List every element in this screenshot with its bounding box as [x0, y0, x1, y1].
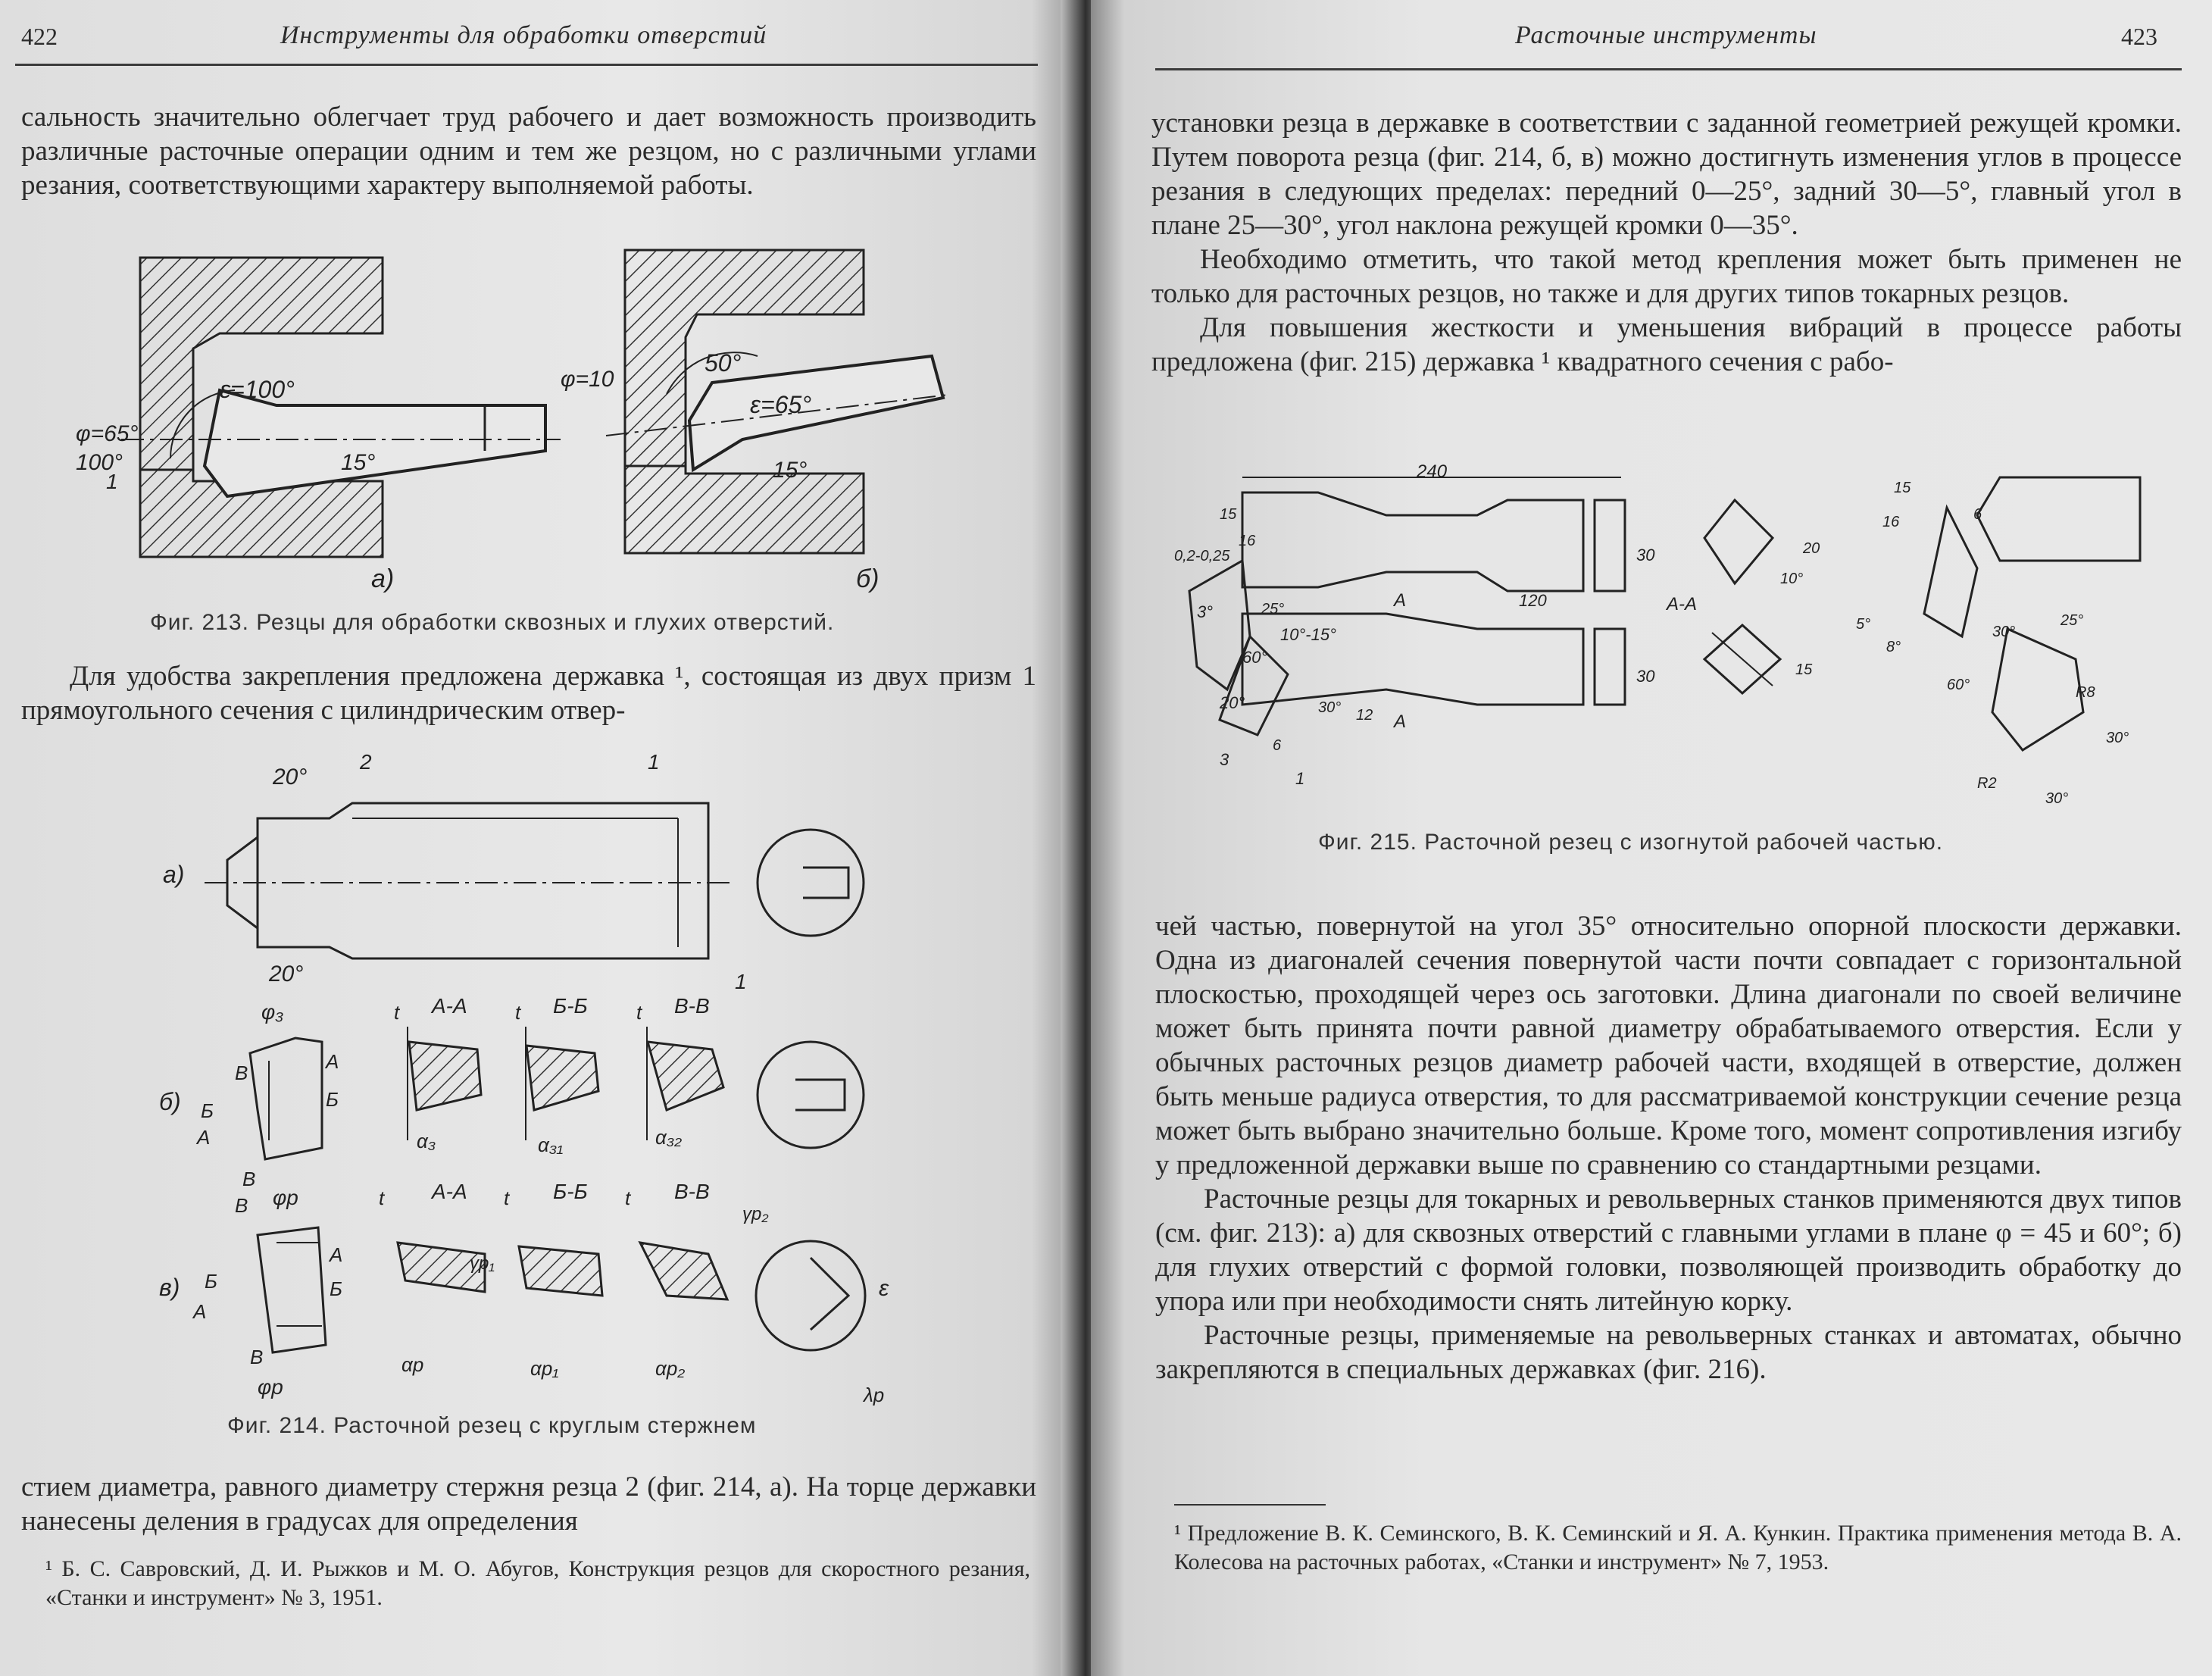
svg-text:φ=65°: φ=65°	[76, 421, 139, 446]
running-head: Расточные инструменты	[1515, 21, 1817, 49]
svg-text:1: 1	[106, 470, 118, 493]
paragraph-4-6: чей частью, повернутой на угол 35° относительно опорной плоскости державки. Одна из диагоналей сечения повернутой части почти совпадает с горизонтальной плоскостью, проходящей через ось заготовки. Длина диагонали по своей величине может быть принята почти равной диаметру обрабатываемого отверстия. Если у обычных расточных резцов диаметр рабочей части, входящей в отверстие, должен быть меньше радиуса отверстия, то для рассматриваемой конструкции сечение резца может быть выбрано значительно больше. Кроме того, момент сопротивления изгибу у предложенной державки выше по сравнению со стандартными резцами. Расточные резцы для токарных и револьверных станков применяются двух типов (см. фиг. 213): а) для сквозных отверстий с главными углами в плане φ = 45 и 60°; б) для глухих отверстий с формой головки, позволяющей производить обработку до упора или при необходимости снять литейную корку. Расточные резцы, применяемые на револьверных станках и автоматах, обычно закрепляются в специальных державках (фиг. 216).	[1155, 911, 2182, 1385]
right-page	[1091, 0, 2212, 1676]
svg-text:30°: 30°	[2106, 730, 2129, 746]
svg-text:А: А	[197, 1126, 211, 1149]
svg-text:А: А	[1394, 590, 1407, 611]
svg-text:αр₂: αр₂	[655, 1357, 686, 1380]
fig213-drawing-a	[76, 258, 561, 593]
svg-text:В: В	[242, 1168, 256, 1190]
svg-text:20: 20	[1803, 540, 1820, 557]
fig214-row-v	[159, 1180, 889, 1406]
header-rule	[15, 64, 1038, 66]
svg-text:16: 16	[1882, 514, 1900, 530]
fig214-row-a	[163, 750, 864, 993]
svg-text:12: 12	[1356, 707, 1373, 724]
footnote: ¹ Предложение В. К. Семинского, В. К. Семинский и Я. А. Кункин. Практика применения метода В. А. Колесова на расточных работах, «Станки и инструмент» № 7, 1953.	[1174, 1521, 2182, 1574]
svg-text:R2: R2	[1977, 775, 1997, 792]
svg-text:30: 30	[1636, 667, 1655, 686]
svg-text:В: В	[250, 1346, 264, 1368]
paragraph-middle: Для удобства закрепления предложена державка ¹, состоящая из двух призм 1 прямоугольного сечения с цилиндрическим отвер-	[21, 661, 1036, 726]
page-number: 422	[21, 23, 58, 50]
paragraph-bottom: стием диаметра, равного диаметру стержня резца 2 (фиг. 214, а). На торце державки нанесены деления в градусах для определения	[21, 1471, 1036, 1537]
header-rule	[1155, 68, 2182, 70]
svg-text:Б-Б: Б-Б	[553, 994, 588, 1018]
svg-text:б): б)	[159, 1088, 181, 1115]
svg-text:120: 120	[1519, 591, 1547, 610]
svg-text:2: 2	[360, 750, 372, 774]
svg-text:γр₁: γр₁	[470, 1253, 495, 1274]
svg-text:60°: 60°	[1242, 648, 1268, 667]
svg-text:240: 240	[1417, 462, 1448, 482]
footnote-rule	[1174, 1504, 1326, 1506]
svg-text:6: 6	[1273, 737, 1282, 754]
svg-text:5°: 5°	[1856, 616, 1871, 633]
svg-text:20°: 20°	[269, 962, 304, 987]
svg-text:φр: φр	[258, 1375, 283, 1399]
paragraph-top: сальность значительно облегчает труд рабочего и дает возможность производить различные расточные операции одним и тем же резцом, но с различными углами резания, соответствующими характеру выполняемой работы.	[21, 102, 1036, 201]
svg-text:15°: 15°	[773, 458, 808, 483]
svg-text:В: В	[235, 1062, 248, 1084]
fig213-drawing-b	[561, 250, 947, 593]
svg-text:15: 15	[1220, 506, 1237, 523]
svg-text:А: А	[326, 1050, 339, 1073]
svg-text:25°: 25°	[1261, 601, 1285, 618]
svg-text:б): б)	[856, 564, 879, 593]
svg-text:0,2-0,25: 0,2-0,25	[1174, 548, 1230, 564]
svg-text:16: 16	[1239, 533, 1256, 549]
figure-214	[144, 746, 901, 1406]
svg-text:t: t	[636, 1001, 642, 1024]
svg-text:R8: R8	[2076, 684, 2095, 701]
svg-text:Б: Б	[326, 1088, 339, 1111]
svg-text:25°: 25°	[2060, 612, 2084, 629]
svg-text:t: t	[625, 1187, 631, 1209]
svg-text:20°: 20°	[273, 765, 308, 790]
svg-text:φ=10: φ=10	[561, 367, 614, 392]
svg-text:30: 30	[1636, 546, 1655, 564]
svg-text:100°: 100°	[76, 450, 123, 475]
svg-text:Б-Б: Б-Б	[553, 1180, 588, 1203]
svg-text:Б: Б	[205, 1270, 217, 1293]
svg-text:α₃₂: α₃₂	[655, 1126, 683, 1149]
figure-214-caption: Фиг. 214. Расточной резец с круглым стержнем	[227, 1413, 757, 1438]
svg-text:а): а)	[371, 564, 395, 593]
svg-text:15°: 15°	[341, 450, 376, 475]
svg-text:А: А	[193, 1300, 207, 1323]
svg-text:30°: 30°	[2045, 790, 2069, 807]
figure-215	[1174, 462, 2159, 811]
svg-text:1: 1	[735, 970, 747, 993]
svg-text:Б: Б	[201, 1099, 214, 1122]
footnote: ¹ Б. С. Савровский, Д. И. Рыжков и М. О. Абугов, Конструкция резцов для скоростного резания, «Станки и инструмент» № 3, 1951.	[45, 1556, 1030, 1610]
svg-text:15: 15	[1894, 480, 1911, 496]
svg-text:ε=100°: ε=100°	[220, 376, 295, 403]
svg-text:1: 1	[1295, 769, 1305, 788]
svg-text:15: 15	[1795, 661, 1813, 678]
svg-text:А: А	[330, 1243, 343, 1266]
page-number: 423	[2121, 23, 2157, 50]
svg-text:1: 1	[648, 750, 660, 774]
svg-text:20°: 20°	[1220, 693, 1245, 712]
svg-text:А: А	[1394, 711, 1407, 732]
svg-text:t: t	[504, 1187, 510, 1209]
svg-text:В-В: В-В	[674, 1180, 710, 1203]
svg-text:10°: 10°	[1780, 571, 1804, 587]
svg-text:γр₂: γр₂	[742, 1204, 769, 1224]
svg-text:λр: λр	[864, 1384, 885, 1406]
svg-text:3°: 3°	[1197, 602, 1214, 621]
figure-213-caption: Фиг. 213. Резцы для обработки сквозных и глухих отверстий.	[150, 610, 835, 635]
svg-text:t: t	[394, 1001, 400, 1024]
svg-text:В: В	[235, 1194, 248, 1217]
svg-text:α₃₁: α₃₁	[538, 1133, 564, 1156]
figure-213	[76, 242, 947, 599]
svg-text:αр: αр	[401, 1353, 424, 1376]
running-head: Инструменты для обработки отверстий	[280, 21, 767, 49]
figure-215-caption: Фиг. 215. Расточной резец с изогнутой рабочей частью.	[1318, 830, 1944, 855]
svg-text:А-А: А-А	[1667, 594, 1698, 614]
svg-text:αр₁: αр₁	[530, 1357, 559, 1380]
svg-text:30°: 30°	[1318, 699, 1342, 716]
svg-text:А-А: А-А	[432, 994, 467, 1018]
svg-text:30°: 30°	[1992, 624, 2016, 640]
svg-text:50°: 50°	[705, 349, 742, 377]
svg-text:φ₃: φ₃	[261, 1000, 284, 1024]
left-page	[0, 0, 1074, 1676]
fig214-row-b	[159, 994, 864, 1190]
svg-text:3: 3	[1220, 750, 1229, 769]
svg-text:ε=65°: ε=65°	[750, 391, 812, 418]
svg-text:ε: ε	[879, 1276, 889, 1301]
svg-text:t: t	[379, 1187, 385, 1209]
svg-text:А-А: А-А	[432, 1180, 467, 1203]
svg-text:В-В: В-В	[674, 994, 710, 1018]
svg-text:t: t	[515, 1001, 521, 1024]
svg-text:60°: 60°	[1947, 677, 1970, 693]
svg-text:10°-15°: 10°-15°	[1280, 625, 1336, 644]
svg-text:φр: φр	[273, 1186, 298, 1209]
svg-text:α₃: α₃	[417, 1130, 436, 1152]
paragraph-1-3: установки резца в державке в соответствии с заданной геометрией режущей кромки. Путем поворота резца (фиг. 214, б, в) можно достигнуть изменения углов в процессе резания в следующих пределах: передний 0—25°, задний 30—5°, главный угол в плане 25—30°, угол наклона режущей кромки 0—35°. Необходимо отметить, что такой метод крепления может быть применен не только для расточных резцов, но также и для других типов токарных резцов. Для повышения жесткости и уменьшения вибраций в процессе работы предложена (фиг. 215) державка ¹ квадратного сечения с рабо-	[1151, 108, 2182, 377]
svg-text:Б: Б	[330, 1277, 342, 1300]
svg-text:в): в)	[159, 1274, 180, 1301]
svg-text:а): а)	[163, 861, 185, 888]
svg-text:6: 6	[1973, 506, 1982, 523]
svg-text:8°: 8°	[1886, 639, 1901, 655]
